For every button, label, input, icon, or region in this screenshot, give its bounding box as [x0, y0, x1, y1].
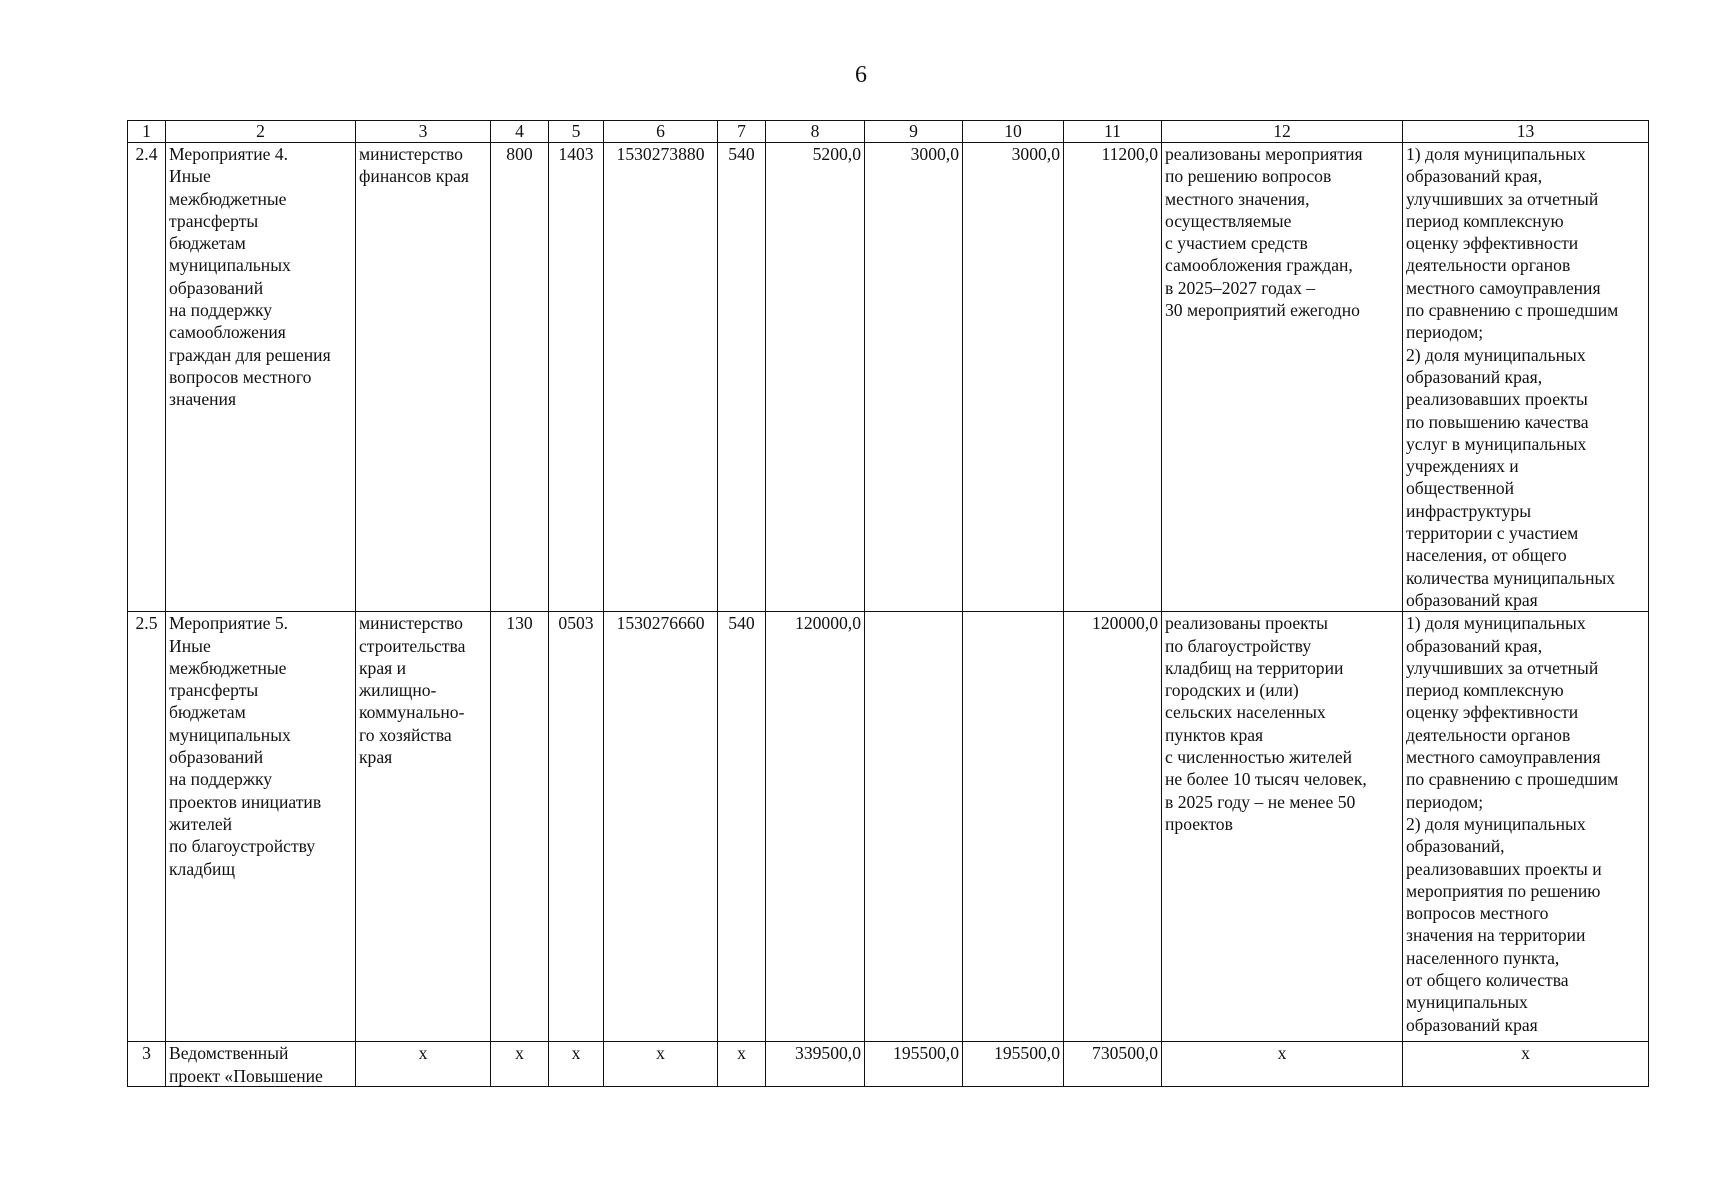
cell-col4: 130	[491, 612, 549, 1042]
table-row	[128, 1042, 1649, 1087]
result-cell: реализованы проекты по благоустройству кладбищ на территории городских и (или) сельских населенных пунктов края с численностью жителей не более 10 тысяч человек, в 2025 году – не менее 50 проектов	[1162, 612, 1403, 1042]
cell-col6: 1530273880	[604, 143, 718, 612]
column-header: 2	[166, 121, 356, 143]
column-header: 1	[128, 121, 166, 143]
executor-cell: х	[356, 1042, 491, 1087]
column-header: 11	[1064, 121, 1162, 143]
row-number: 3	[128, 1042, 166, 1087]
row-number: 2.5	[128, 612, 166, 1042]
cell-col5: х	[549, 1042, 604, 1087]
cell-col11: 730500,0	[1064, 1042, 1162, 1087]
cell-col8: 5200,0	[766, 143, 865, 612]
cell-col5: 0503	[549, 612, 604, 1042]
executor-cell: министерство финансов края	[356, 143, 491, 612]
column-header: 12	[1162, 121, 1403, 143]
cell-col4: х	[491, 1042, 549, 1087]
cell-col8: 339500,0	[766, 1042, 865, 1087]
cell-col10: 3000,0	[963, 143, 1064, 612]
executor-cell: министерство строительства края и жилищно- коммунально- го хозяйства края	[356, 612, 491, 1042]
cell-col5: 1403	[549, 143, 604, 612]
column-header: 10	[963, 121, 1064, 143]
table-row	[128, 612, 1649, 1042]
row-number: 2.4	[128, 143, 166, 612]
cell-col11: 120000,0	[1064, 612, 1162, 1042]
table-row	[128, 143, 1649, 612]
column-header: 6	[604, 121, 718, 143]
column-header: 13	[1403, 121, 1649, 143]
indicator-cell: х	[1403, 1042, 1649, 1087]
budget-table	[127, 120, 1649, 1087]
indicator-cell: 1) доля муниципальных образований края, улучшивших за отчетный период комплексную оценку эффективности деятельности органов местного самоуправления по сравнению с прошедшим периодом; 2) доля муниципальных образований края, реализовавших проекты по повышению качества услуг в муниципальных учреждениях и общественной инфраструктуры территории с участием населения, от общего количества муниципальных образований края	[1403, 143, 1649, 612]
measure-name: Мероприятие 5. Иные межбюджетные трансферты бюджетам муниципальных образований на поддержку проектов инициатив жителей по благоустройству кладбищ	[166, 612, 356, 1042]
cell-col8: 120000,0	[766, 612, 865, 1042]
measure-name-text: Ведомственный проект «Повышение	[169, 1043, 323, 1086]
indicator-cell: 1) доля муниципальных образований края, улучшивших за отчетный период комплексную оценку эффективности деятельности органов местного самоуправления по сравнению с прошедшим периодом; 2) доля муниципальных образований, реализовавших проекты и мероприятия по решению вопросов местного значения на территории населенного пункта, от общего количества муниципальных образований края	[1403, 612, 1649, 1042]
cell-col9: 195500,0	[865, 1042, 963, 1087]
cell-col7: 540	[718, 612, 766, 1042]
column-header: 5	[549, 121, 604, 143]
page-number: 6	[855, 62, 867, 88]
cell-col11: 11200,0	[1064, 143, 1162, 612]
result-cell: реализованы мероприятия по решению вопросов местного значения, осуществляемые с участием средств самообложения граждан, в 2025–2027 годах – 30 мероприятий ежегодно	[1162, 143, 1403, 612]
cell-col9	[865, 612, 963, 1042]
column-header: 7	[718, 121, 766, 143]
column-header: 3	[356, 121, 491, 143]
measure-name	[166, 1042, 356, 1087]
column-number-row	[128, 121, 1649, 143]
measure-name: Мероприятие 4. Иные межбюджетные трансферты бюджетам муниципальных образований на поддержку самообложения граждан для решения вопросов местного значения	[166, 143, 356, 612]
cell-col7: х	[718, 1042, 766, 1087]
column-header: 8	[766, 121, 865, 143]
column-header: 4	[491, 121, 549, 143]
cell-col7: 540	[718, 143, 766, 612]
cell-col6: 1530276660	[604, 612, 718, 1042]
cell-col9: 3000,0	[865, 143, 963, 612]
cell-col4: 800	[491, 143, 549, 612]
cell-col6: х	[604, 1042, 718, 1087]
column-header: 9	[865, 121, 963, 143]
cell-col10	[963, 612, 1064, 1042]
cell-col10: 195500,0	[963, 1042, 1064, 1087]
result-cell: х	[1162, 1042, 1403, 1087]
